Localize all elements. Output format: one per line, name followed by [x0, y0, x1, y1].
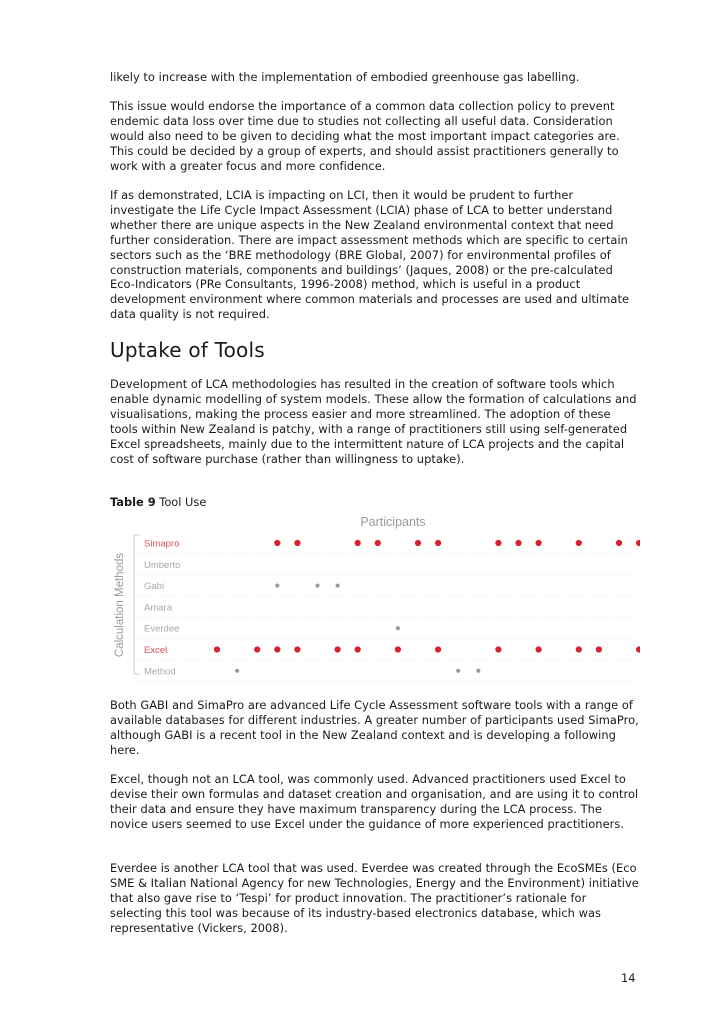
table-caption-label: Table 9 — [110, 495, 156, 509]
data-point — [274, 646, 280, 652]
section-heading: Uptake of Tools — [110, 338, 265, 362]
chart-y-axis-label: Calculation Methods — [114, 552, 126, 658]
data-point — [636, 646, 640, 652]
paragraph: If as demonstrated, LCIA is impacting on LCI, then it would be prudent to further investigate the Life Cycle Impact Assessment (LCIA) phase of LCA to better understand whether there are unique aspects in the New Zealand environmental context that need further consideration. There are impact assessment methods which are specific to certain sectors such as the ‘BRE methodology (BRE Global, 2007) for environmental profiles of construction materials, components and buildings’ (Jaques, 2008) or the pre-calculated Eco-Indicators (PRe Consultants, 1996-2008) method, which is useful in a product development environment where common materials and processes are used and ultimate data quality is not required. — [110, 188, 630, 322]
row-label: Amara — [144, 602, 172, 614]
data-point — [596, 646, 602, 652]
chart-title: Participants — [360, 515, 426, 529]
data-point — [495, 540, 501, 546]
data-point — [335, 646, 341, 652]
table-caption — [110, 495, 206, 509]
row-label: Method — [144, 666, 176, 678]
data-point — [435, 540, 441, 546]
data-point — [536, 540, 542, 546]
paragraph: Everdee is another LCA tool that was used. Everdee was created through the EcoSMEs (Eco SME & Italian National Agency for new Technologies, Energy and the Environment) initiative that also gave rise to ‘Tespi’ for product innovation. The practitioner’s rationale for selecting this tool was because of its industry-based electronics database, which was representative (Vickers, 2008). — [110, 861, 639, 935]
data-point — [576, 646, 582, 652]
data-point — [396, 626, 400, 630]
paragraph: Development of LCA methodologies has resulted in the creation of software tools which enable dynamic modelling of system models. These allow the formation of calculations and visualisations, making the process easier and more streamlined. The adoption of these tools within New Zealand is patchy, with a range of practitioners still using self-generated Excel spreadsheets, mainly due to the intermittent nature of LCA projects and the capital cost of software purchase (rather than willingness to uptake). — [110, 377, 637, 466]
data-point — [435, 646, 441, 652]
data-point — [214, 646, 220, 652]
tool-use-chart — [110, 508, 640, 686]
data-point — [636, 540, 640, 546]
data-point — [476, 669, 480, 673]
data-point — [315, 584, 319, 588]
row-label: Excel — [144, 645, 168, 656]
paragraph: This issue would endorse the importance of a common data collection policy to prevent endemic data loss over time due to studies not collecting all useful data. Consideration would also need to be given to deciding what the most important impact categories are. This could be decided by a group of experts, and should assist practitioners generally to work with a greater focus and more confidence. — [110, 99, 620, 173]
data-point — [616, 540, 622, 546]
row-label: Everdee — [144, 623, 180, 635]
data-point — [294, 540, 300, 546]
data-point — [355, 646, 361, 652]
paragraph: Both GABI and SimaPro are advanced Life Cycle Assessment software tools with a range of available databases for different industries. A greater number of participants used SimaPro, although GABI is a recent tool in the New Zealand context and is developing a following here. — [110, 698, 639, 757]
chart-rows — [134, 535, 640, 681]
data-point — [495, 646, 501, 652]
data-point — [375, 540, 381, 546]
data-point — [536, 646, 542, 652]
data-point — [274, 540, 280, 546]
data-point — [294, 646, 300, 652]
data-point — [355, 540, 361, 546]
row-label: Umberto — [144, 559, 181, 571]
data-point — [576, 540, 582, 546]
row-label: Gabi — [144, 581, 165, 593]
data-point — [336, 584, 340, 588]
data-point — [275, 584, 279, 588]
data-point — [235, 669, 239, 673]
data-point — [254, 646, 260, 652]
table-caption-title: Tool Use — [159, 495, 207, 509]
page-number: 14 — [621, 971, 636, 985]
data-point — [515, 540, 521, 546]
data-point — [456, 669, 460, 673]
paragraph: Excel, though not an LCA tool, was commonly used. Advanced practitioners used Excel to devise their own formulas and dataset creation and organisation, and are using it to control their data and ensure they have maximum transparency during the LCA process. The novice users seemed to use Excel under the guidance of more experienced practitioners. — [110, 772, 639, 831]
data-point — [395, 646, 401, 652]
paragraph: likely to increase with the implementation of embodied greenhouse gas labelling. — [110, 70, 580, 84]
data-point — [415, 540, 421, 546]
axis-bracket — [134, 535, 140, 674]
row-label: Simapro — [144, 538, 180, 550]
